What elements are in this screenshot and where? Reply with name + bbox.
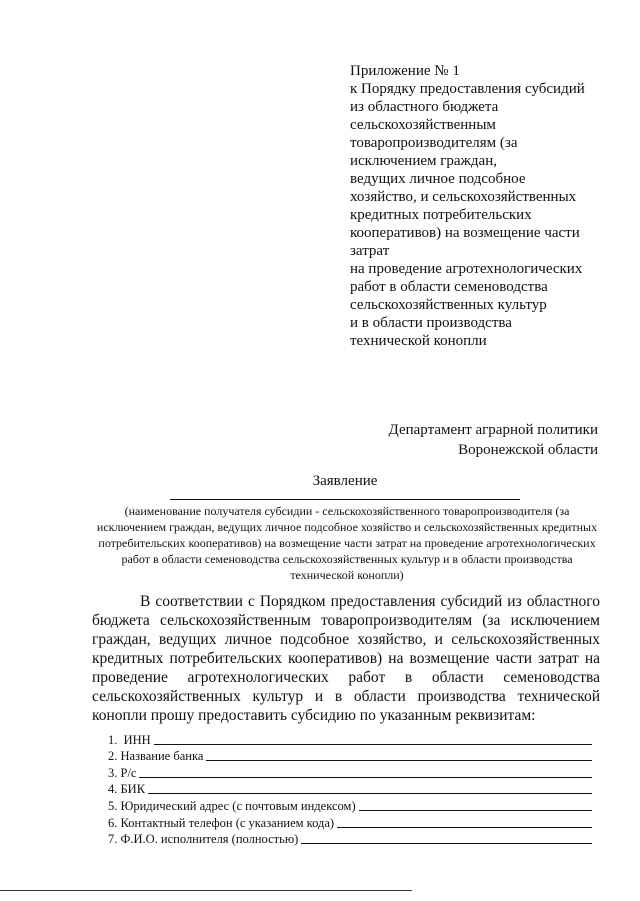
appendix-line: на проведение агротехнологических [350, 261, 583, 277]
document-title: Заявление [312, 473, 378, 489]
field-label: 6. Контактный телефон (с указанием кода) [108, 815, 335, 830]
appendix-line: сельскохозяйственным [350, 117, 496, 133]
requisites-list [108, 731, 592, 847]
appendix-line: исключением граждан, [350, 153, 497, 169]
appendix-line: сельскохозяйственных культур [350, 297, 547, 313]
field-label: 3. Р/с [108, 765, 137, 780]
field-label: 1. ИНН [108, 732, 151, 747]
request-body [92, 592, 600, 725]
field-executor-name-blank[interactable] [301, 843, 592, 844]
field-inn [108, 731, 592, 748]
field-bank-name [108, 748, 592, 765]
recipient-line-1: Департамент аграрной политики [388, 422, 598, 438]
field-bik [108, 781, 592, 798]
field-label: 5. Юридический адрес (с почтовым индексом) [108, 798, 356, 813]
appendix-line: технической конопли [350, 333, 487, 349]
field-executor-name [108, 831, 592, 848]
field-legal-address-blank[interactable] [359, 810, 592, 811]
footer-divider [0, 890, 412, 891]
field-label: 7. Ф.И.О. исполнителя (полностью) [108, 832, 299, 847]
field-contact-phone [108, 814, 592, 831]
appendix-block [350, 62, 620, 350]
appendix-line: товаропроизводителям (за [350, 135, 518, 151]
appendix-line: к Порядку предоставления субсидий [350, 81, 585, 97]
appendix-line: кооперативов) на возмещение части [350, 225, 580, 241]
appendix-line: из областного бюджета [350, 99, 499, 115]
appendix-line: затрат [350, 243, 390, 259]
applicant-name-line[interactable] [170, 499, 520, 500]
recipient-block [389, 420, 598, 460]
appendix-line: кредитных потребительских [350, 207, 532, 223]
field-bank-name-blank[interactable] [206, 760, 592, 761]
appendix-line: хозяйство, и сельскохозяйственных [350, 189, 577, 205]
field-account [108, 764, 592, 781]
field-account-blank[interactable] [139, 777, 592, 778]
appendix-line: ведущих личное подсобное [350, 171, 526, 187]
applicant-name-caption: (наименование получателя субсидии - сельскохозяйственного товаропроизводителя (за исключением граждан, ведущих личное подсобное хозяйство и сельскохозяйственных кредитных потребительских кооперативов) на возмещение части затрат на проведение агротехнологических работ в области семеноводства сельскохозяйственных культур и в области производства технической конопли) [96, 504, 598, 582]
field-legal-address [108, 797, 592, 814]
recipient-line-2: Воронежской области [458, 442, 598, 458]
appendix-line: Приложение № 1 [350, 63, 460, 79]
field-inn-blank[interactable] [154, 744, 592, 745]
field-label: 2. Название банка [108, 749, 204, 764]
request-paragraph: В соответствии с Порядком предоставления субсидий из областного бюджета сельскохозяйственным товаропроизводителям (за исключением граждан, ведущих личное подсобное хозяйство, и сельскохозяйственных кредитных потребительских кооперативов) на возмещение части затрат на проведение агротехнологических работ в области семеноводства сельскохозяйственных культур и в области производства технической конопли прошу предоставить субсидию по указанным реквизитам: [92, 593, 600, 724]
appendix-line: и в области производства [350, 315, 512, 331]
field-bik-blank[interactable] [148, 793, 592, 794]
appendix-line: работ в области семеноводства [350, 279, 548, 295]
field-label: 4. БИК [108, 782, 146, 797]
field-contact-phone-blank[interactable] [337, 827, 592, 828]
